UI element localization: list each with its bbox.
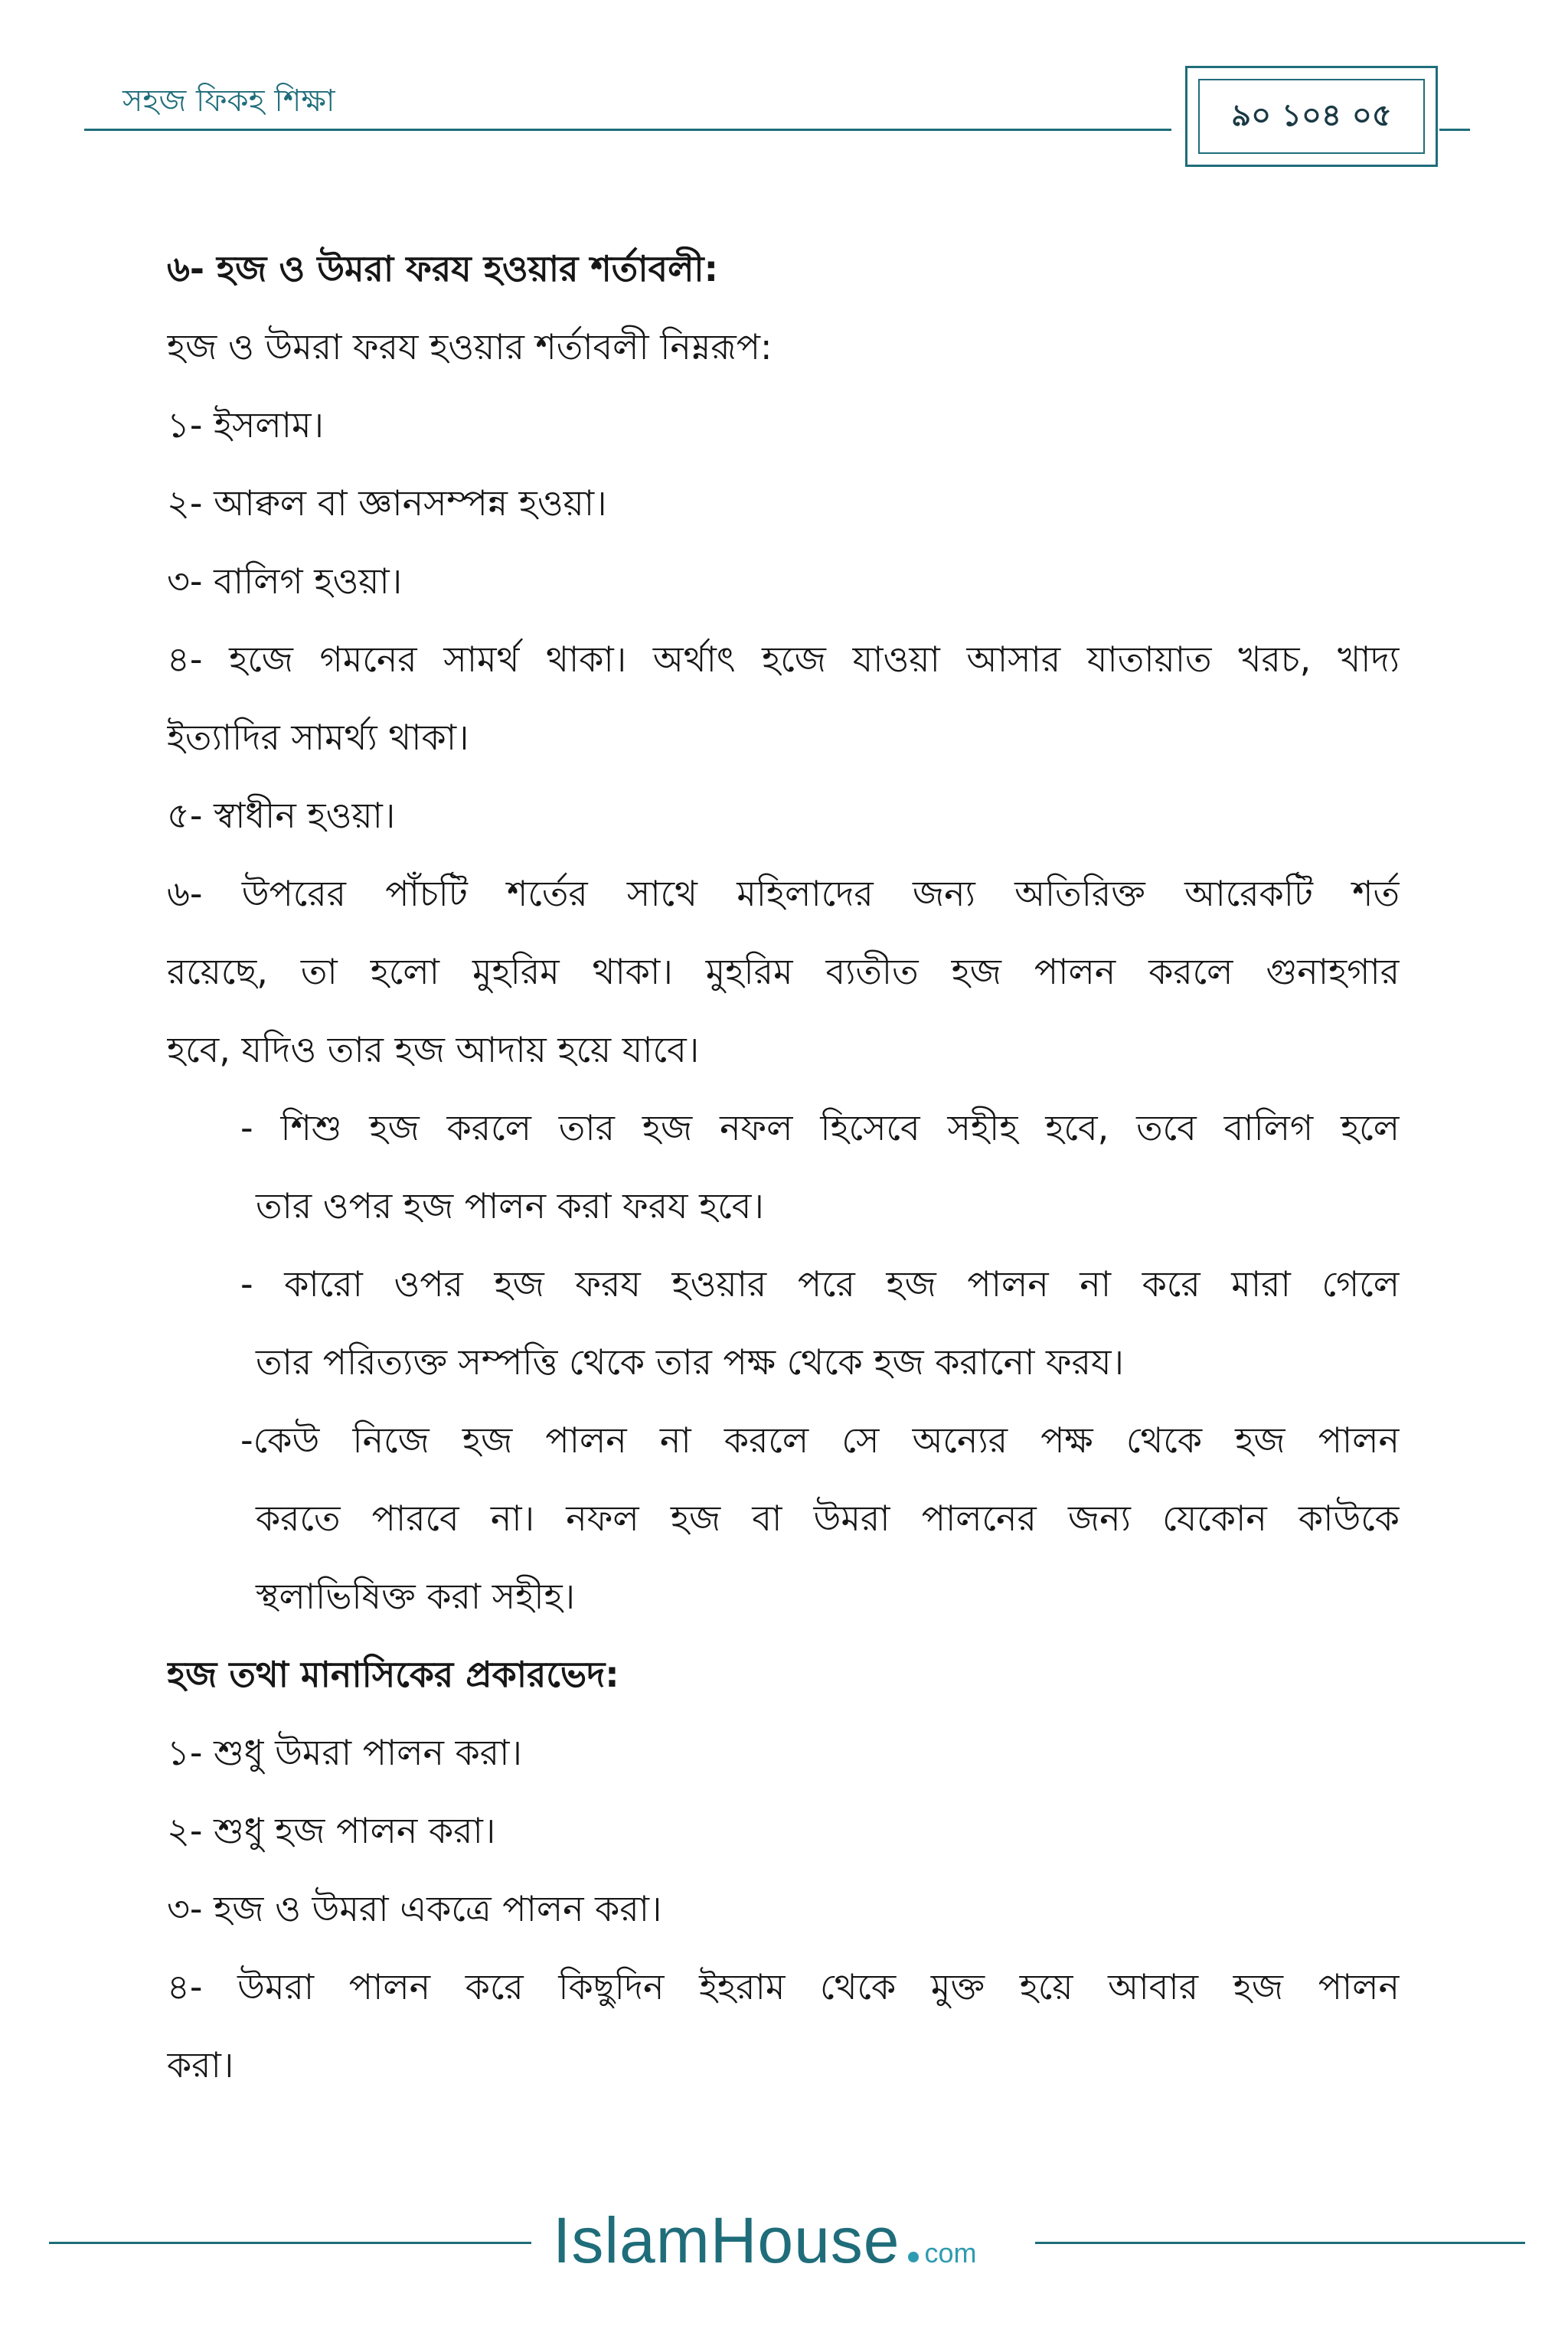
page-number-box — [1185, 66, 1438, 167]
type-3: ৩- হজ ও উমরা একত্রে পালন করা। — [167, 1888, 662, 1929]
condition-5: ৫- স্বাধীন হওয়া। — [167, 795, 396, 836]
running-header-title: সহজ ফিকহ শিক্ষা — [122, 83, 335, 119]
condition-3: ৩- বালিগ হওয়া। — [167, 560, 403, 602]
condition-4-line-2: ইত্যাদির সামর্থ্য থাকা। — [167, 717, 469, 758]
section-heading: ৬- হজ ও উমরা ফরয হওয়ার শর্তাবলী: — [167, 248, 718, 289]
page-number: ৯০ ১০৪ ০৫ — [1198, 79, 1425, 154]
condition-1: ১- ইসলাম। — [167, 404, 324, 446]
logo-dot-icon — [908, 2252, 919, 2262]
note-1-line-1: - শিশু হজ করলে তার হজ নফল হিসেবে সহীহ হবে, তবে বালিগ হলে — [240, 1107, 1400, 1148]
condition-4-line-1: ৪- হজে গমনের সামর্থ থাকা। অর্থাৎ হজে যাওয়া আসার যাতায়াত খরচ, খাদ্য — [167, 639, 1400, 680]
condition-2: ২- আক্বল বা জ্ঞানসম্পন্ন হওয়া। — [167, 482, 607, 524]
note-2-line-1: - কারো ওপর হজ ফরয হওয়ার পরে হজ পালন না করে মারা গেলে — [240, 1263, 1400, 1305]
footer-rule-left — [49, 2242, 531, 2244]
note-2-line-2: তার পরিত্যক্ত সম্পত্তি থেকে তার পক্ষ থেকে হজ করানো ফরয। — [256, 1341, 1124, 1383]
footer-rule-right — [1035, 2242, 1525, 2244]
type-1: ১- শুধু উমরা পালন করা। — [167, 1732, 522, 1773]
intro-line: হজ ও উমরা ফরয হওয়ার শর্তাবলী নিম্নরূপ: — [167, 326, 773, 368]
note-1-line-2: তার ওপর হজ পালন করা ফরয হবে। — [256, 1185, 764, 1227]
condition-6-line-1: ৬- উপরের পাঁচটি শর্তের সাথে মহিলাদের জন্য অতিরিক্ত আরেকটি শর্ত — [167, 873, 1400, 914]
note-3-line-2: করতে পারবে না। নফল হজ বা উমরা পালনের জন্য যেকোন কাউকে — [256, 1498, 1400, 1539]
islamhouse-logo — [553, 2203, 977, 2280]
types-heading: হজ তথা মানাসিকের প্রকারভেদ: — [167, 1654, 619, 1695]
header-rule — [84, 129, 1171, 131]
condition-6-line-3: হবে, যদিও তার হজ আদায় হয়ে যাবে। — [167, 1029, 700, 1070]
condition-6-line-2: রয়েছে, তা হলো মুহরিম থাকা। মুহরিম ব্যতীত হজ পালন করলে গুনাহগার — [167, 951, 1400, 992]
note-3-line-3: স্থলাভিষিক্ত করা সহীহ। — [256, 1576, 576, 1617]
page-body — [167, 230, 1400, 2104]
logo-text: IslamHouse — [553, 2204, 900, 2276]
logo-suffix: com — [924, 2237, 977, 2269]
note-3-line-1: -কেউ নিজে হজ পালন না করলে সে অন্যের পক্ষ থেকে হজ পালন — [240, 1419, 1400, 1461]
type-4-line-1: ৪- উমরা পালন করে কিছুদিন ইহরাম থেকে মুক্ত হয়ে আবার হজ পালন — [167, 1966, 1400, 2007]
type-4-line-2: করা। — [167, 2044, 234, 2086]
header-rule-right — [1439, 129, 1470, 131]
type-2: ২- শুধু হজ পালন করা। — [167, 1810, 496, 1851]
